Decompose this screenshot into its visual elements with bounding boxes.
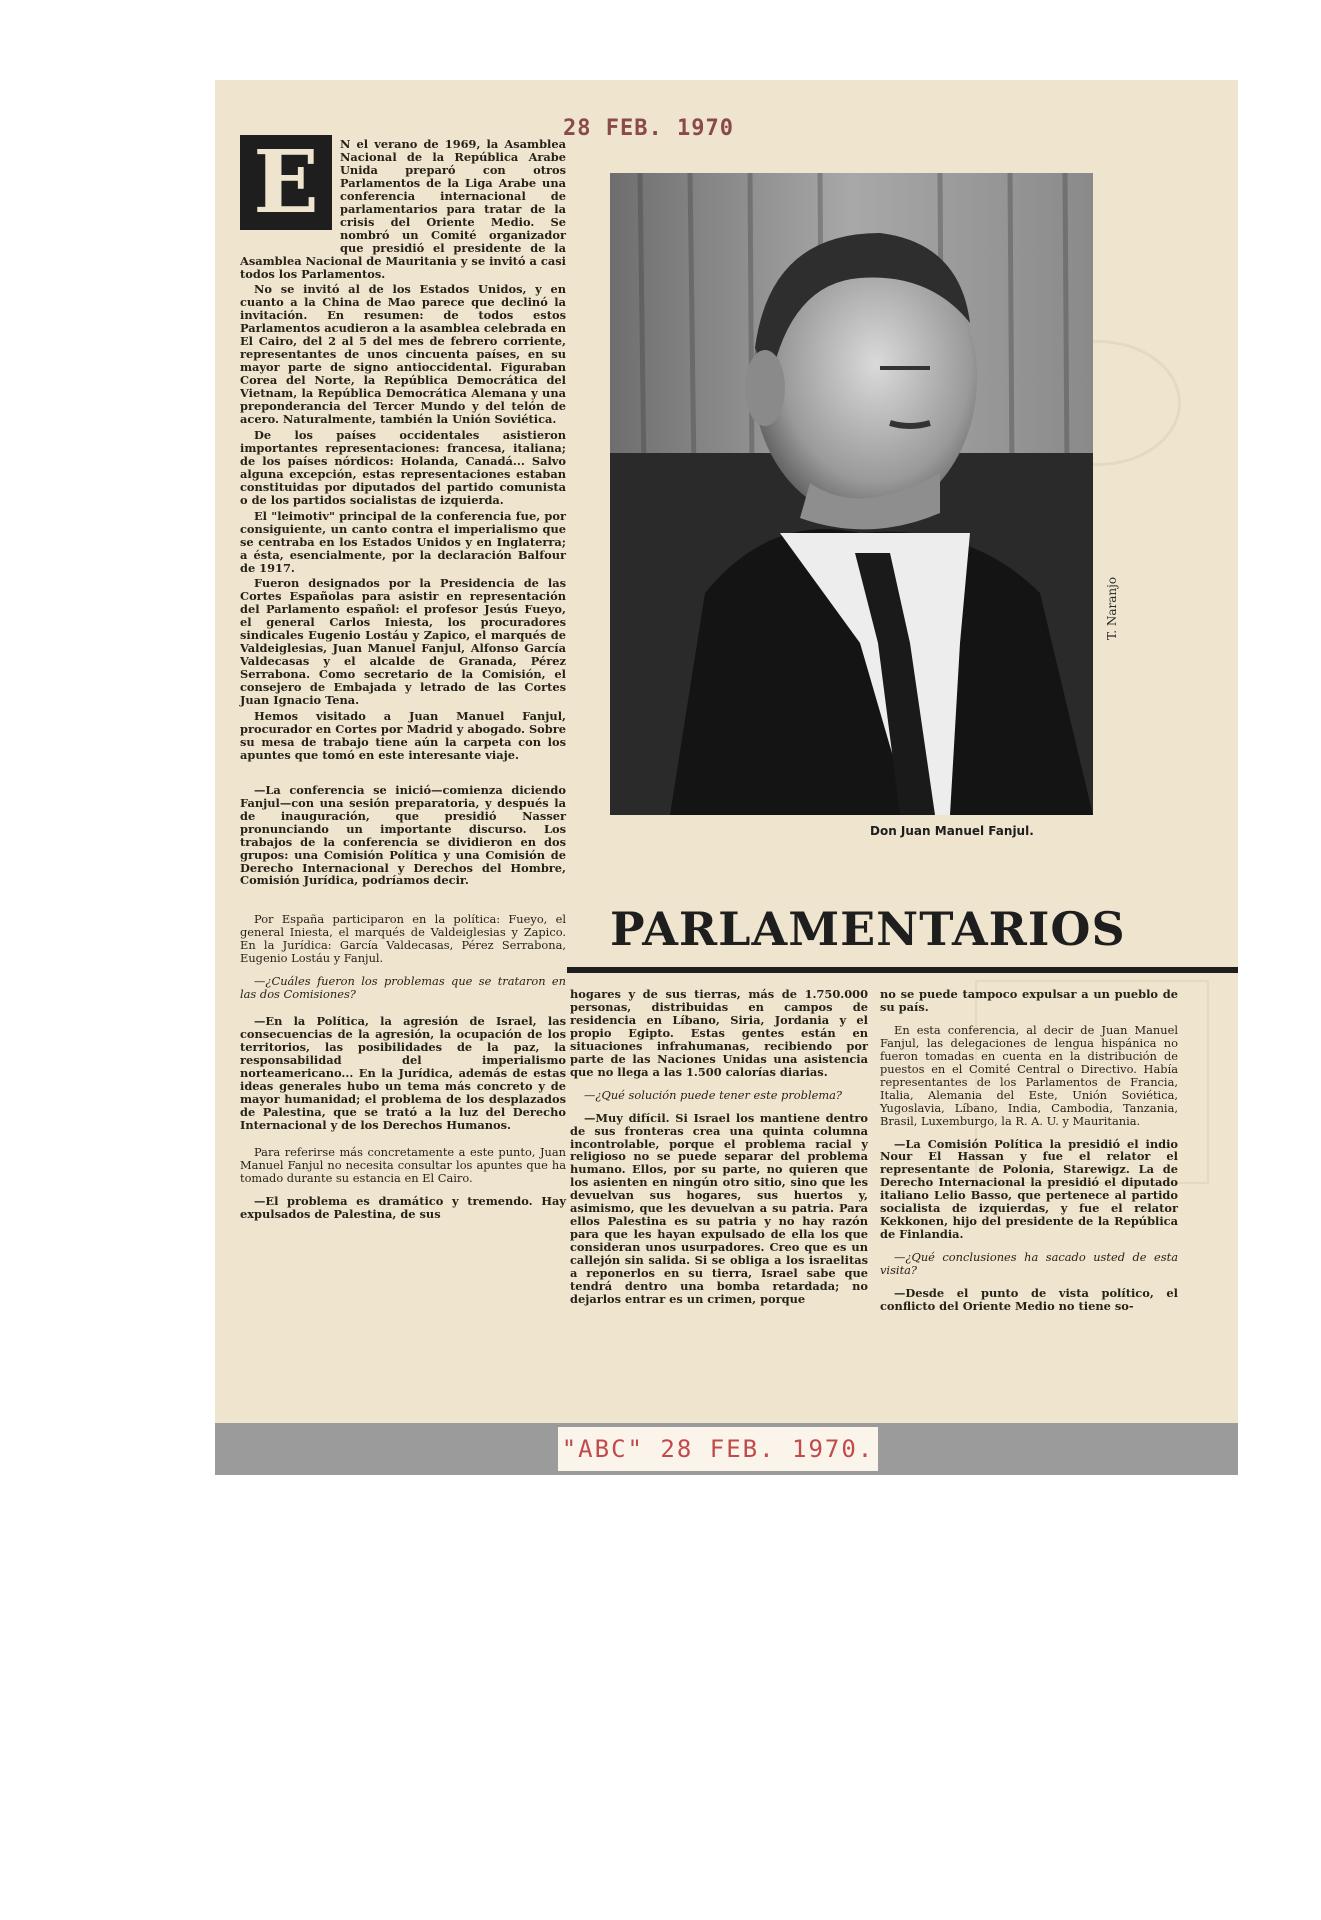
interview-question: —¿Cuáles fueron los problemas que se trataron en las dos Comisiones? [240, 974, 566, 1002]
headline-rule [567, 967, 1238, 973]
article-column-1 [240, 138, 566, 1223]
interview-answer: —Desde el punto de vista político, el conflicto del Oriente Medio no tiene so- [880, 1286, 1178, 1314]
interview-paragraph: —La conferencia se inició—comienza diciendo Fanjul—con una sesión preparatoria, y después la de inauguración, que presidió Nasser pronunciando un importante discurso. Los trabajos de la conferencia se dividieron en dos grupos: una Comisión Política y una Comisión de Derecho Internacional y Derechos del Hombre, Comisión Jurídica, podríamos decir. [240, 782, 566, 888]
newspaper-clipping [215, 80, 1238, 1423]
article-paragraph: El "leimotiv" principal de la conferencia fue, por consiguiente, un canto contra el imperialismo que se centraba en los Estados Unidos y en Inglaterra; a ésta, esencialmente, por la declaración Balfour de 1917. [240, 508, 566, 575]
interview-question: —¿Qué solución puede tener este problema? [584, 1087, 843, 1102]
article-paragraph: En esta conferencia, al decir de Juan Manuel Fanjul, las delegaciones de lengua hispánica no fueron tomadas en cuenta en la distribución de puestos en el Comité Central o Directivo. Había representantes de los Parlamentos de Francia, Italia, Alemania del Este, Unión Soviética, Yugoslavia, Líbano, India, Cambodia, Tanzania, Brasil, Luxemburgo, la R. A. U. y Mauritania. [880, 1022, 1178, 1128]
article-paragraph: Fueron designados por la Presidencia de las Cortes Españolas para asistir en representación del Parlamento español: el profesor Jesús Fueyo, el general Carlos Iniesta, los procuradores sindicales Eugenio Lostáu y Zapico, el marqués de Valdeiglesias, Juan Manuel Fanjul, Alfonso García Valdecasas y el alcalde de Granada, Pérez Serrabona. Como secretario de la Comisión, el consejero de Embajada y letrado de las Cortes Juan Ignacio Tena. [240, 576, 566, 708]
handwritten-source-label: "ABC" 28 FEB. 1970. [558, 1427, 878, 1471]
interview-question: —¿Qué conclusiones ha sacado usted de esta visita? [880, 1250, 1178, 1278]
article-column-2 [570, 988, 868, 1309]
date-stamp: 28 FEB. 1970 [563, 116, 734, 141]
photo-credit: T. Naranjo [1105, 576, 1119, 640]
article-paragraph: De los países occidentales asistieron importantes representaciones: francesa, italiana; de los países nórdicos: Holanda, Canadá... Salvo alguna excepción, estas representaciones estaban constituidas por diputados del partido comunista o de los partidos socialistas de izquierda. [240, 427, 566, 507]
article-paragraph: Por España participaron en la política: Fueyo, el general Iniesta, el marqués de Valdeiglesias y Zapico. En la Jurídica: García Valdecasas, Pérez Serrabona, Eugenio Lostáu y Fanjul. [240, 912, 566, 966]
article-column-3 [880, 988, 1178, 1316]
drop-cap: E [240, 135, 332, 230]
article-paragraph: N el verano de 1969, la Asamblea Nacional de la República Arabe Unida preparó con otros Parlamentos de la Liga Arabe una conferencia internacional de parlamentarios para tratar de la crisis del Oriente Medio. Se nombró un Comité organizador que presidió el presidente de la Asamblea Nacional de Mauritania y se invitó a casi todos los Parlamentos. [240, 137, 566, 281]
article-paragraph: hogares y de sus tierras, más de 1.750.000 personas, distribuidas en campos de residencia en Líbano, Siria, Jordania y el propio Egipto. Estas gentes están en situaciones infrahumanas, recibiendo por parte de las Naciones Unidas una asistencia que no llega a las 1.500 calorías diarias. [570, 987, 868, 1079]
interview-answer: —La Comisión Política la presidió el indio Nour El Hassan y fue el relator el representante de Polonia, Starewigz. La de Derecho Internacional la presidió el diputado italiano Lelio Basso, que pertenece al partido socialista de izquierdas, y fue el relator Kekkonen, hijo del presidente de la República de Finlandia. [880, 1136, 1178, 1242]
photo-caption: Don Juan Manuel Fanjul. [870, 824, 1034, 838]
portrait-photo [610, 173, 1093, 815]
headline: PARLAMENTARIOS [610, 902, 1126, 956]
article-paragraph: Para referirse más concretamente a este punto, Juan Manuel Fanjul no necesita consultar los apuntes que ha tomado durante su estancia en El Cairo. [240, 1144, 566, 1185]
interview-answer: —Muy difícil. Si Israel los mantiene dentro de sus fronteras crea una quinta columna incontrolable, porque el problema racial y religioso no se puede separar del problema humano. Ellos, por su parte, no quieren que los asienten en ningún otro sitio, sino que les devuelvan sus hogares, sus huertos y, asimismo, que les devuelvan a su patria. Para ellos Palestina es su patria y no hay razón para que les hayan expulsado de ella los que consideran unos usurpadores. Creo que es un callejón sin salida. Si se obliga a los israelitas a reponerlos en su tierra, Israel sabe que tendrá dentro una bomba retardada; no dejarlos entrar es un crimen, porque [570, 1110, 868, 1306]
interview-answer: —El problema es dramático y tremendo. Hay expulsados de Palestina, de sus [240, 1193, 566, 1221]
interview-answer: —En la Política, la agresión de Israel, las consecuencias de la agresión, la ocupación de los territorios, las posibilidades de la paz, la responsabilidad del imperialismo norteamericano... En la Jurídica, además de estas ideas generales hubo un tema más concreto y de mayor humanidad; el problema de los desplazados de Palestina, que se trató a la luz del Derecho Internacional y de los Derechos Humanos. [240, 1014, 566, 1132]
portrait-photo-graphic [610, 173, 1093, 815]
article-paragraph: Hemos visitado a Juan Manuel Fanjul, procurador en Cortes por Madrid y abogado. Sobre su mesa de trabajo tiene aún la carpeta con los apuntes que tomó en este interesante viaje. [240, 708, 566, 762]
article-paragraph: No se invitó al de los Estados Unidos, y en cuanto a la China de Mao parece que declinó la invitación. En resumen: de todos estos Parlamentos acudieron a la asamblea celebrada en El Cairo, del 2 al 5 del mes de febrero corriente, representantes de unos cincuenta países, en su mayor parte de signo antioccidental. Figuraban Corea del Norte, la República Democrática del Vietnam, la República Democrática Alemana y una preponderancia del Tercer Mundo y del telón de acero. Naturalmente, también la Unión Soviética. [240, 282, 566, 427]
article-paragraph: no se puede tampoco expulsar a un pueblo de su país. [880, 987, 1178, 1014]
